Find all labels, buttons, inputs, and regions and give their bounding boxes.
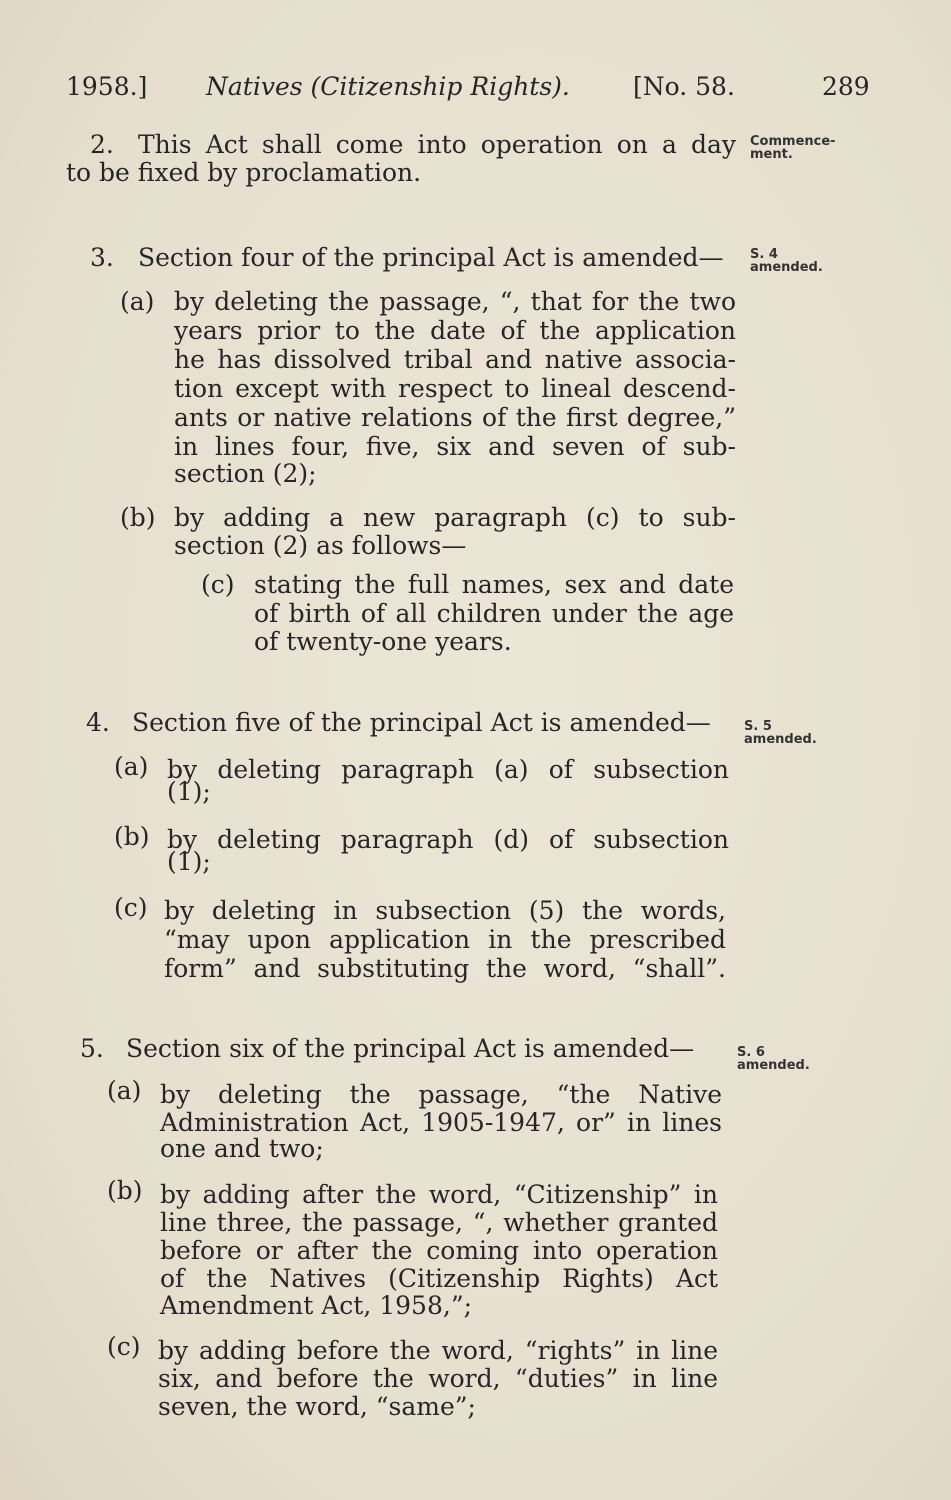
paragraph-label: (b) (120, 503, 156, 532)
paragraph-line: form” and substituting the word, “shall”. (164, 954, 726, 983)
paragraph-line: one and two; (160, 1134, 324, 1163)
paragraph-line: by adding after the word, “Citizenship” in (160, 1180, 718, 1209)
paragraph-line: by adding before the word, “rights” in line (158, 1336, 718, 1365)
paragraph-line: by deleting the passage, “, that for the two (174, 287, 736, 316)
margin-note-commencement: Commence- ment. (750, 134, 836, 162)
subparagraph-line: stating the full names, sex and date (254, 570, 734, 599)
paragraph-line: of the Natives (Citizenship Rights) Act (160, 1264, 718, 1293)
paragraph-line: Amendment Act, 1958,”; (160, 1291, 473, 1320)
paragraph-line: he has dissolved tribal and native associa- (174, 345, 736, 374)
subparagraph-label: (c) (201, 570, 235, 599)
section-4-number: 4. (86, 708, 110, 737)
margin-note-s4-amended: S. 4 amended. (750, 247, 823, 275)
section-2-number: 2. (90, 130, 114, 159)
paragraph-line: by deleting paragraph (d) of subsection (167, 825, 729, 854)
paragraph-label: (c) (114, 893, 148, 922)
paragraph-line: before or after the coming into operation (160, 1236, 718, 1265)
paragraph-line: by adding a new paragraph (c) to sub- (174, 503, 736, 532)
section-5-intro: Section six of the principal Act is amended— (126, 1034, 695, 1063)
paragraph-label: (a) (120, 287, 155, 316)
paragraph-line: by deleting in subsection (5) the words, (164, 896, 726, 925)
header-page-number: 289 (822, 72, 870, 101)
paragraph-line: seven, the word, “same”; (158, 1392, 476, 1421)
paragraph-line: by deleting the passage, “the Native (160, 1080, 722, 1109)
section-3-number: 3. (90, 243, 114, 272)
paragraph-line: six, and before the word, “duties” in line (158, 1364, 718, 1393)
paragraph-line: tion except with respect to lineal descend- (174, 374, 736, 403)
paragraph-line: ants or native relations of the first degree,” (174, 403, 736, 432)
margin-note-s6-amended: S. 6 amended. (737, 1045, 810, 1073)
paragraph-label: (a) (114, 752, 149, 781)
section-2-line: This Act shall come into operation on a day (138, 130, 736, 159)
header-year: 1958.] (66, 72, 148, 101)
paragraph-line: (1); (167, 847, 211, 876)
paragraph-line: in lines four, five, six and seven of sub- (174, 432, 736, 461)
paragraph-line: line three, the passage, “, whether granted (160, 1208, 718, 1237)
section-5-number: 5. (80, 1034, 104, 1063)
paragraph-line: (1); (167, 777, 211, 806)
subparagraph-line: of birth of all children under the age (254, 599, 734, 628)
paragraph-label: (c) (107, 1332, 141, 1361)
paragraph-label: (b) (114, 822, 150, 851)
paragraph-line: “may upon application in the prescribed (164, 925, 726, 954)
header-title: Natives (Citizenship Rights). (206, 72, 570, 101)
paragraph-line: Administration Act, 1905-1947, or” in lines (160, 1108, 722, 1137)
margin-note-s5-amended: S. 5 amended. (744, 719, 817, 747)
paragraph-line: years prior to the date of the application (174, 316, 736, 345)
paragraph-line: section (2) as follows— (174, 531, 467, 560)
header-act-number: [No. 58. (633, 72, 735, 101)
paragraph-label: (a) (107, 1076, 142, 1105)
paragraph-label: (b) (107, 1176, 143, 1205)
subparagraph-line: of twenty-one years. (254, 627, 512, 656)
paragraph-line: by deleting paragraph (a) of subsection (167, 755, 729, 784)
section-2-line: to be fixed by proclamation. (66, 158, 422, 187)
paragraph-line: section (2); (174, 459, 317, 488)
section-3-intro: Section four of the principal Act is amended— (138, 243, 724, 272)
section-4-intro: Section five of the principal Act is amended— (132, 708, 711, 737)
